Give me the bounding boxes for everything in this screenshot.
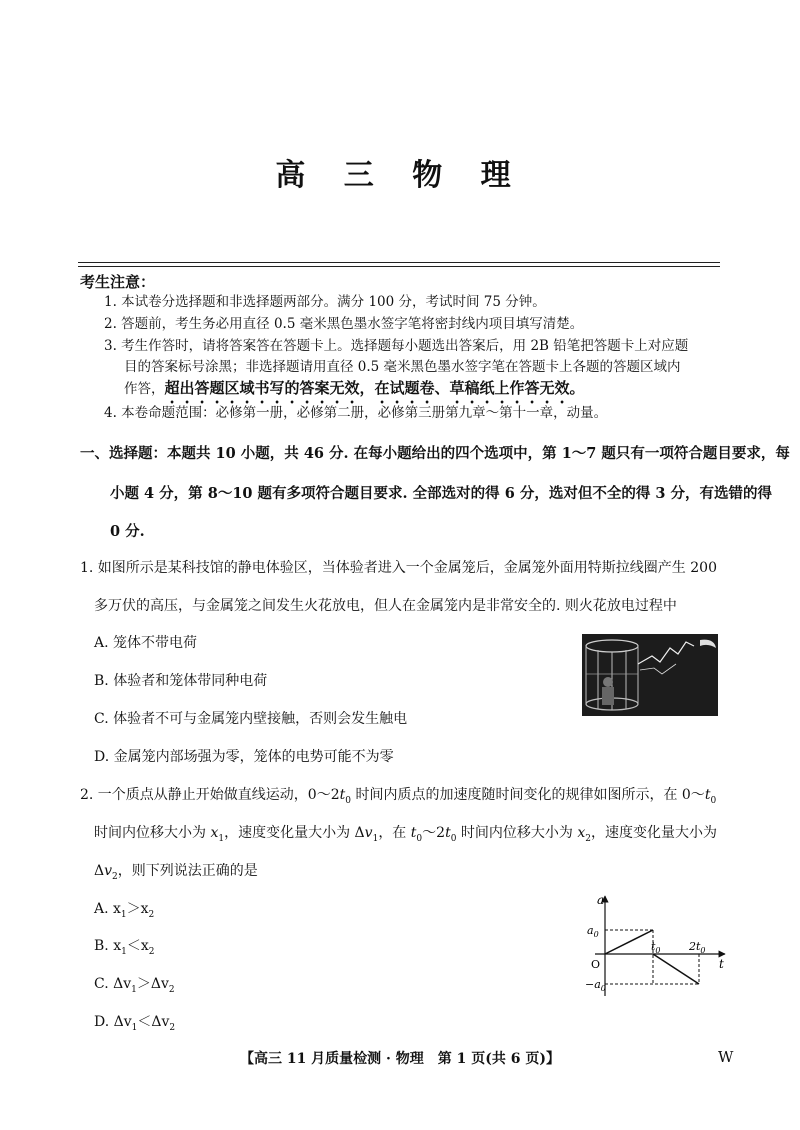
t0-text: t: [651, 940, 656, 953]
text: ，速度变化量大小为 Δ: [224, 825, 365, 841]
notice-item: 2. 答题前，考生务必用直径 0.5 毫米黑色墨水签字笔将密封线内项目填写清楚。: [104, 316, 584, 332]
2t0-sub: 0: [700, 946, 706, 955]
neg-a0-text: −a: [585, 978, 601, 991]
sub: 0: [710, 795, 717, 806]
notice-heading: 考生注意：: [80, 273, 156, 291]
text: ～2: [422, 825, 446, 841]
option: A. 笼体不带电荷: [94, 635, 198, 651]
option: [94, 1011, 175, 1033]
var: t: [445, 825, 451, 841]
a0-label: [587, 924, 599, 939]
var: v: [104, 863, 113, 879]
text: ＞Δv: [136, 976, 169, 992]
notice-item: 3. 考生作答时，请将答案答在答题卡上。选择题每小题选出答案后，用 2B 铅笔把答题卡上对应题: [104, 338, 689, 354]
divider: [78, 262, 720, 263]
text: 时间内质点的加速度随时间变化的规律如图所示，在 0～: [351, 787, 705, 803]
acceleration-time-graph: [585, 888, 735, 1000]
var: x: [577, 825, 586, 841]
notice-emphasis: 超出答题区域书写的答案无效，在试题卷、草稿纸上作答无效。: [164, 379, 585, 397]
sub: 0: [450, 833, 457, 844]
option: B. 体验者和笼体带同种电荷: [94, 673, 268, 689]
2t0-text: 2t: [689, 940, 701, 953]
segment-2: [653, 954, 699, 984]
option: C. 体验者不可与金属笼内壁接触，否则会发生触电: [94, 711, 408, 727]
text: A. x: [94, 901, 121, 917]
page-title: 高 三 物 理: [275, 158, 525, 193]
notice-item: 1. 本试卷分选择题和非选择题两部分。满分 100 分，考试时间 75 分钟。: [104, 294, 546, 310]
text: 2. 一个质点从静止开始做直线运动，0～2: [80, 787, 340, 803]
sub: 2: [148, 909, 155, 920]
text: B. x: [94, 938, 122, 954]
question-2-stem: [80, 784, 716, 806]
notice-item: 4. 本卷命题范围：必修第一册，必修第二册，必修第三册第九章～第十一章，动量。: [104, 405, 608, 421]
sub: 2: [148, 946, 155, 957]
divider: [78, 266, 720, 267]
section-heading: 0 分.: [110, 523, 145, 540]
2t0-label: [688, 940, 706, 955]
text: ，在: [378, 825, 411, 841]
option: D. 金属笼内部场强为零，笼体的电势可能不为零: [94, 749, 394, 765]
notice-item: 目的答案标号涂黑；非选择题请用直径 0.5 毫米黑色墨水签字笔在答题卡上各题的答题区域内: [124, 359, 681, 375]
text: D. Δv: [94, 1014, 132, 1030]
var: x: [210, 825, 219, 841]
segment-1: [605, 930, 653, 954]
question-1-stem: 1. 如图所示是某科技馆的静电体验区，当体验者进入一个金属笼后，金属笼外面用特斯拉线圈产生 200: [80, 560, 717, 576]
text: ，速度变化量大小为: [590, 825, 717, 841]
text: Δ: [94, 863, 105, 879]
a0-text: a: [587, 924, 594, 937]
sub: 1: [120, 909, 127, 920]
sub: 2: [169, 1022, 176, 1033]
option: [94, 935, 154, 957]
origin-label: O: [591, 958, 601, 971]
var: t: [704, 787, 711, 803]
sub: 0: [345, 795, 351, 806]
option: [94, 898, 154, 920]
notice-text: 作答，: [124, 381, 165, 397]
text: ＞x: [126, 901, 149, 917]
text: ＜Δv: [137, 1014, 170, 1030]
graph-svg: [585, 888, 735, 1000]
sub: 2: [168, 984, 175, 995]
text: ＜x: [126, 938, 149, 954]
section-heading: 一、选择题：本题共 10 小题，共 46 分. 在每小题给出的四个选项中，第 1～7 题只有一项符合题目要求，每: [80, 445, 790, 462]
sub: 1: [121, 946, 127, 957]
sub: 1: [131, 1022, 138, 1033]
sub: 1: [218, 833, 225, 844]
text: ，则下列说法正确的是: [117, 863, 258, 879]
footer-mark: W: [718, 1048, 734, 1066]
text: C. Δv: [94, 976, 132, 992]
faraday-cage-illustration: [582, 634, 718, 716]
sub: 2: [112, 871, 118, 882]
sub: 2: [585, 833, 591, 844]
sub: 1: [372, 833, 379, 844]
section-heading: 小题 4 分，第 8～10 题有多项符合题目要求. 全部选对的得 6 分，选对但不全的得 3 分，有选错的得: [110, 485, 773, 502]
text: 时间内位移大小为: [94, 825, 211, 841]
faraday-cage-photo: [582, 634, 718, 716]
var: t: [410, 825, 417, 841]
y-axis-label: a: [597, 893, 605, 907]
a0-sub: 0: [593, 930, 599, 939]
neg-a0-sub: 0: [600, 984, 606, 993]
var: v: [364, 825, 373, 841]
sub: 0: [416, 833, 423, 844]
text: 时间内位移大小为: [456, 825, 578, 841]
t0-label: [651, 940, 661, 955]
t0-sub: 0: [655, 946, 661, 955]
x-axis-label: t: [719, 957, 724, 971]
page-footer: 【高三 11 月质量检测 · 物理 第 1 页(共 6 页)】: [239, 1051, 561, 1067]
neg-a0-label: [585, 978, 606, 993]
option: [94, 973, 175, 995]
question-2-stem: [94, 860, 258, 882]
sub: 1: [131, 984, 137, 995]
question-2-stem: [94, 822, 717, 844]
var: t: [339, 787, 346, 803]
question-1-stem: 多万伏的高压，与金属笼之间发生火花放电，但人在金属笼内是非常安全的. 则火花放电过程中: [94, 598, 677, 614]
